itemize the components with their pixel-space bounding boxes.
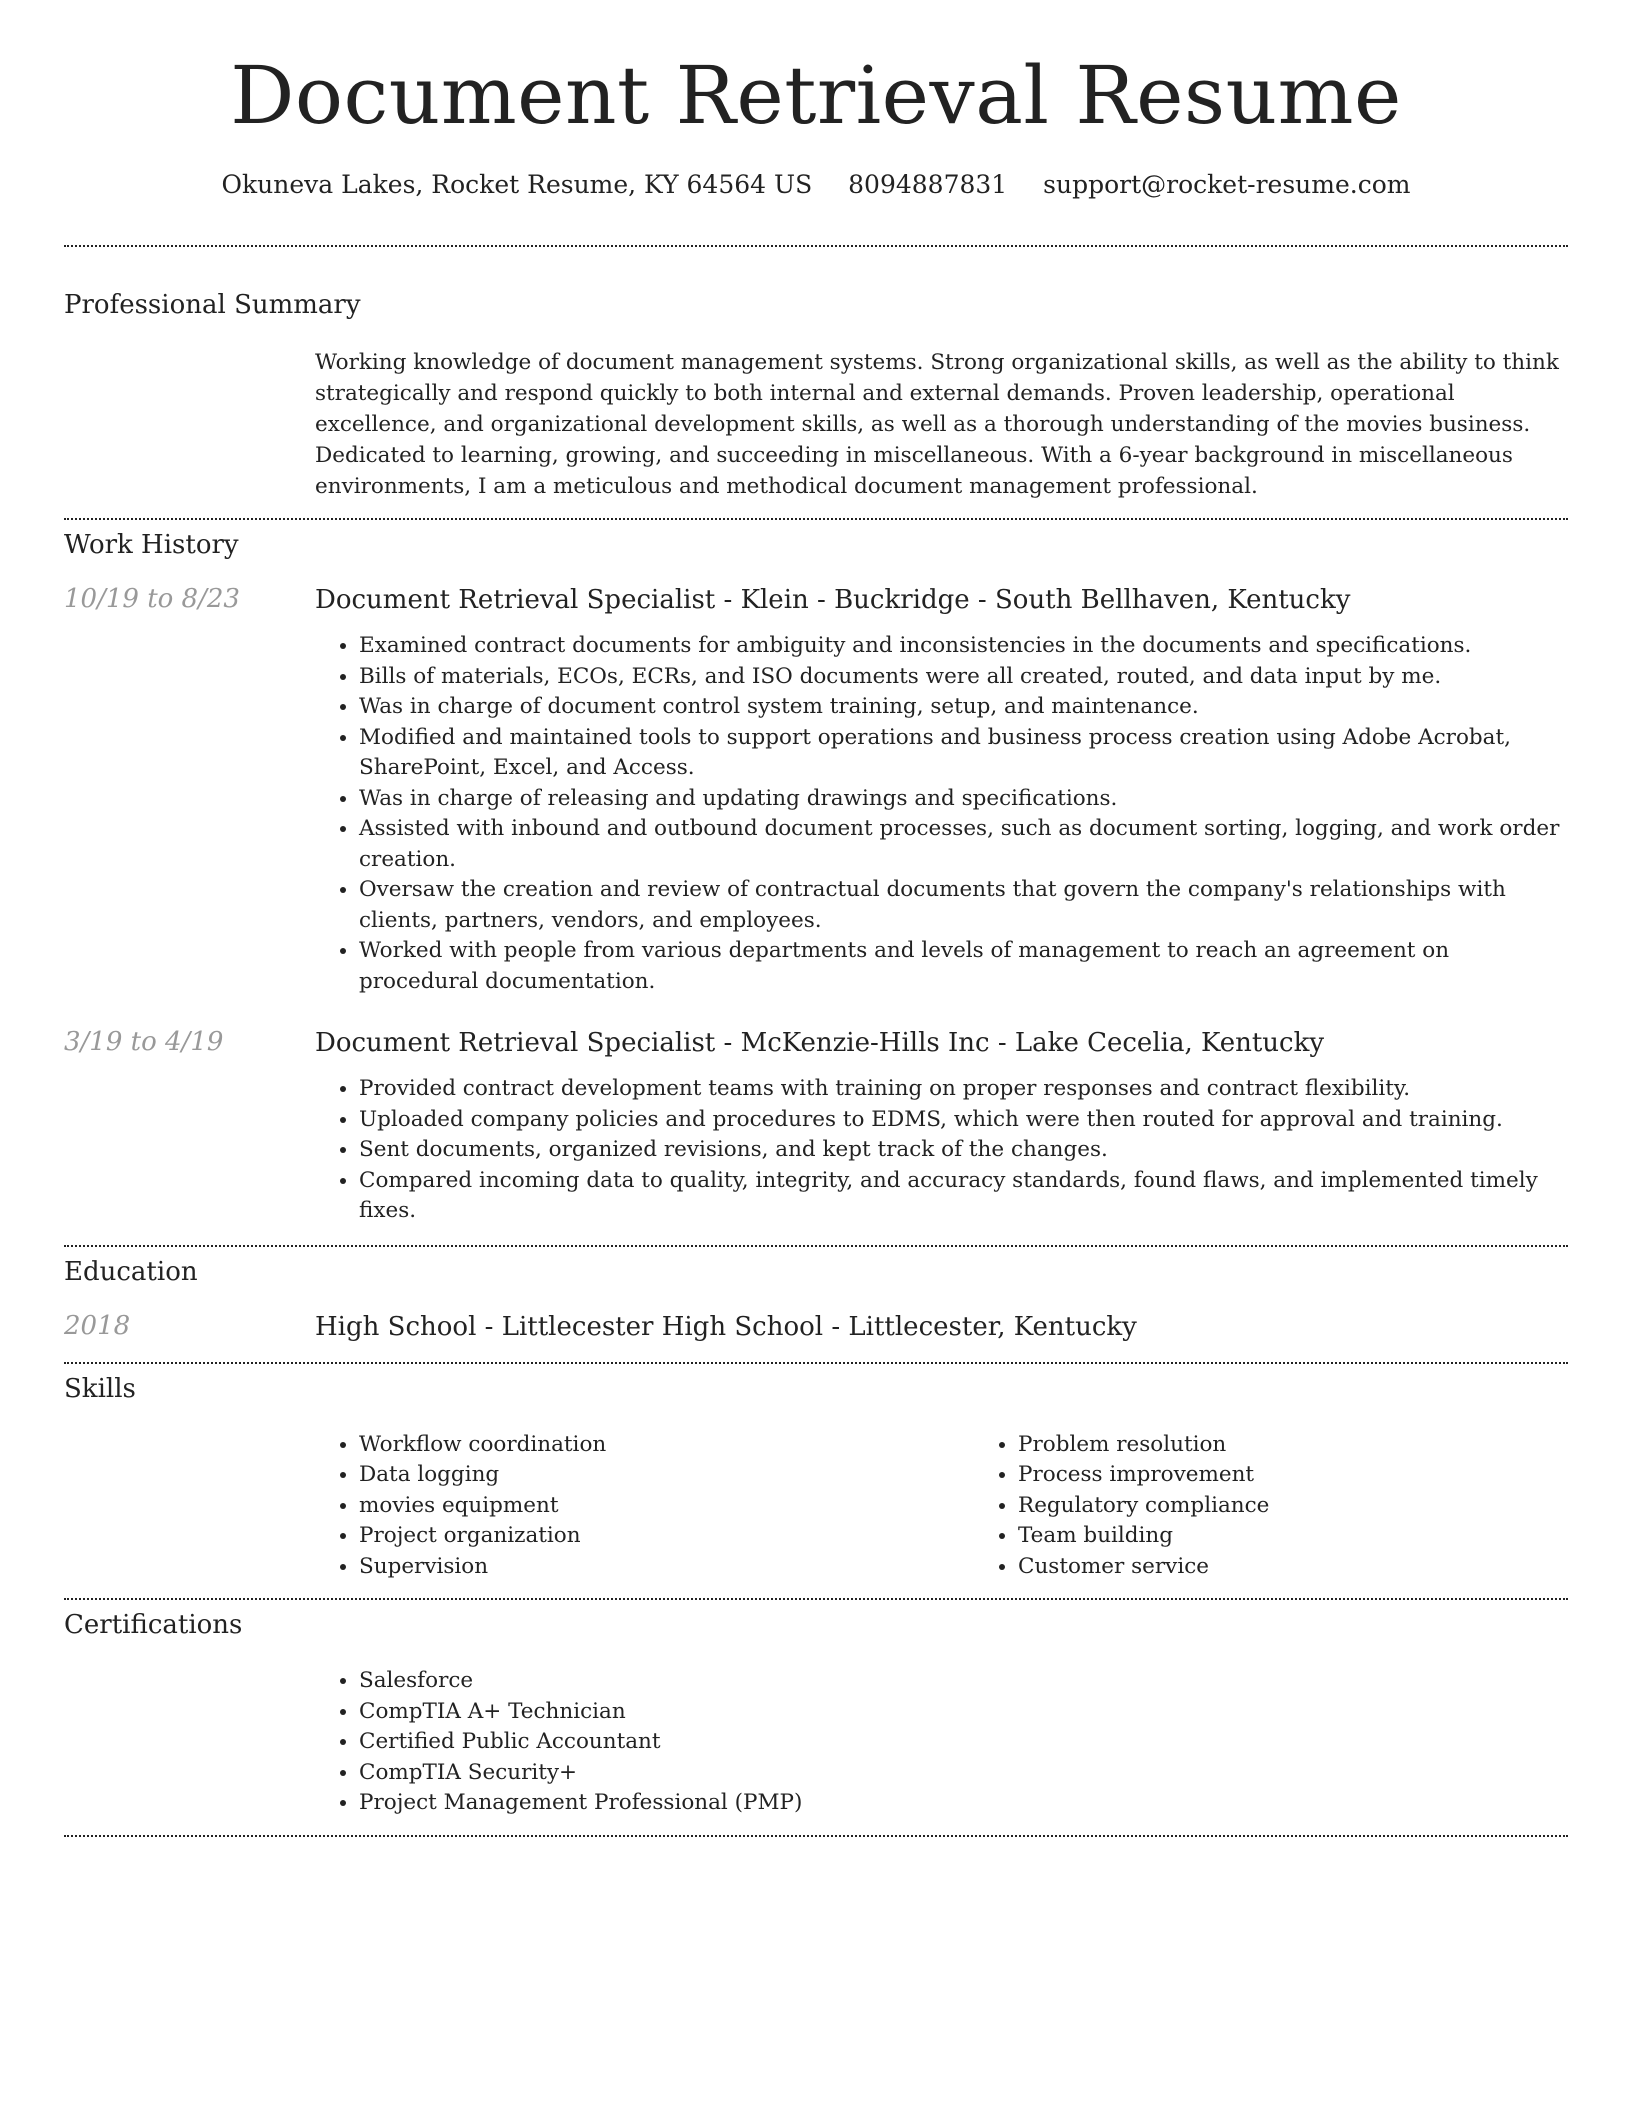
list-item: • CompTIA Security+	[359, 1758, 1568, 1789]
list-item: • CompTIA A+ Technician	[359, 1697, 1568, 1728]
divider	[64, 518, 1568, 520]
work-history-section	[64, 530, 1568, 1227]
contact-phone: 8094887831	[848, 170, 1008, 199]
certifications-section	[64, 1610, 1568, 1819]
job-entry	[64, 1027, 1568, 1227]
contact-line	[64, 170, 1568, 199]
summary-text: Working knowledge of document management systems. Strong organizational skills, as well as the ability to think strategically and respond quickly to both internal and external demands. Proven leadership, operational excellence, and organizational development skills, as well as a thorough understanding of the movies business. Dedicated to learning, growing, and succeeding in miscellaneous. With a 6-year background in miscellaneous environments, I am a meticulous and methodical document management professional.	[315, 350, 1559, 499]
divider	[64, 1245, 1568, 1247]
divider	[64, 1835, 1568, 1837]
divider	[64, 1362, 1568, 1364]
list-item: • movies equipment	[359, 1491, 974, 1522]
work-history-heading: Work History	[64, 530, 239, 560]
list-item: • Sent documents, organized revisions, and kept track of the changes.	[359, 1135, 1568, 1166]
list-item: • Certified Public Accountant	[359, 1727, 1568, 1758]
list-item: • Process improvement	[1018, 1460, 1632, 1491]
list-item: • Workflow coordination	[359, 1430, 974, 1461]
job-title: Document Retrieval Specialist - McKenzie-Hills Inc - Lake Cecelia, Kentucky	[315, 1028, 1325, 1058]
job-bullets	[315, 631, 1568, 997]
list-item: • Was in charge of releasing and updating drawings and specifications.	[359, 784, 1568, 815]
certifications-list	[315, 1666, 1568, 1819]
contact-address: Okuneva Lakes, Rocket Resume, KY 64564 US	[221, 170, 813, 199]
certifications-heading: Certifications	[64, 1610, 243, 1640]
list-item: • Examined contract documents for ambiguity and inconsistencies in the documents and specifications.	[359, 631, 1568, 662]
divider	[64, 1598, 1568, 1600]
job-entry	[64, 584, 1568, 997]
list-item: • Salesforce	[359, 1666, 1568, 1697]
skills-heading: Skills	[64, 1373, 136, 1404]
list-item: • Modified and maintained tools to support operations and business process creation using Adobe Acrobat, SharePoint, Excel, and Access.	[359, 723, 1568, 784]
education-entry: High School - Littlecester High School - Littlecester, Kentucky	[315, 1311, 1137, 1342]
list-item: • Customer service	[1018, 1552, 1632, 1583]
list-item: • Compared incoming data to quality, integrity, and accuracy standards, found flaws, and implemented timely fixes.	[359, 1166, 1568, 1227]
list-item: • Provided contract development teams with training on proper responses and contract flexibility.	[359, 1074, 1568, 1105]
education-year: 2018	[64, 1310, 131, 1341]
list-item: • Worked with people from various departments and levels of management to reach an agreement on procedural documentation.	[359, 936, 1568, 997]
skills-list-left	[315, 1430, 974, 1583]
list-item: • Regulatory compliance	[1018, 1491, 1632, 1522]
resume-title: Document Retrieval Resume	[230, 49, 1402, 142]
contact-email: support@rocket-resume.com	[1043, 170, 1411, 199]
education-heading: Education	[64, 1256, 198, 1287]
list-item: • Data logging	[359, 1460, 974, 1491]
job-title: Document Retrieval Specialist - Klein - Buckridge - South Bellhaven, Kentucky	[315, 585, 1351, 615]
list-item: • Oversaw the creation and review of contractual documents that govern the company's relationships with clients, partners, vendors, and employees.	[359, 875, 1568, 936]
job-dates: 3/19 to 4/19	[64, 1027, 224, 1057]
skills-list-right	[974, 1430, 1632, 1583]
list-item: • Bills of materials, ECOs, ECRs, and ISO documents were all created, routed, and data input by me.	[359, 662, 1568, 693]
divider	[64, 245, 1568, 247]
list-item: • Assisted with inbound and outbound document processes, such as document sorting, logging, and work order creation.	[359, 814, 1568, 875]
summary-heading: Professional Summary	[64, 290, 361, 320]
skills-section	[64, 1374, 1568, 1583]
list-item: • Supervision	[359, 1552, 974, 1583]
list-item: • Project organization	[359, 1521, 974, 1552]
list-item: • Team building	[1018, 1521, 1632, 1552]
list-item: • Uploaded company policies and procedures to EDMS, which were then routed for approval and training.	[359, 1105, 1568, 1136]
resume-page	[64, 0, 1568, 1837]
list-item: • Was in charge of document control system training, setup, and maintenance.	[359, 692, 1568, 723]
education-section	[64, 1257, 1568, 1343]
list-item: • Project Management Professional (PMP)	[359, 1788, 1568, 1819]
list-item: • Problem resolution	[1018, 1430, 1632, 1461]
summary-section	[64, 290, 1568, 502]
job-bullets	[315, 1074, 1568, 1227]
job-dates: 10/19 to 8/23	[64, 584, 240, 614]
